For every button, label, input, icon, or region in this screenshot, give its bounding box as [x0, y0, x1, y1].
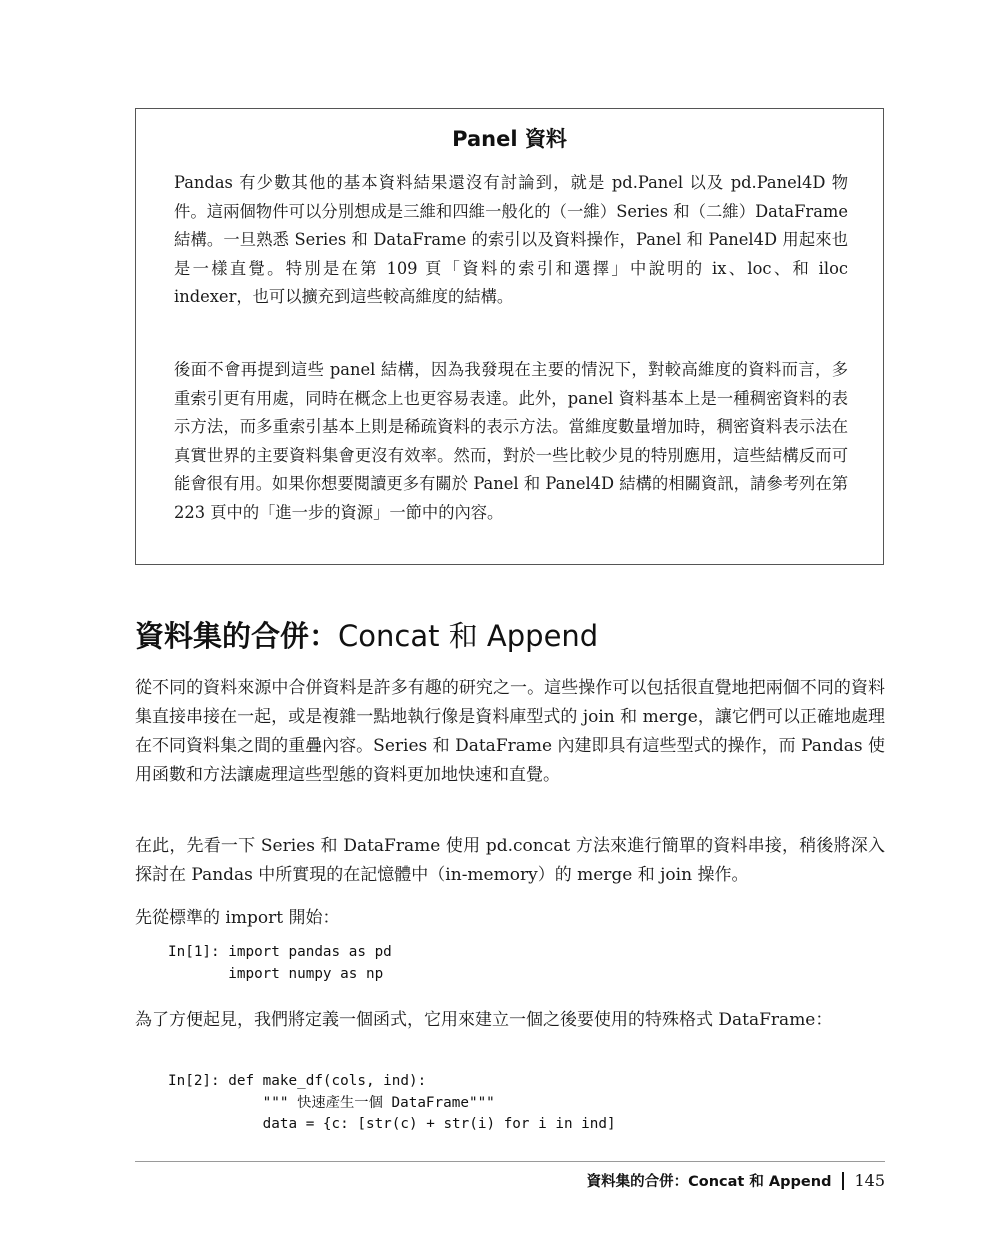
page-number: 145 [854, 1171, 885, 1190]
code-block-import: In[1]: import pandas as pd import numpy as np [168, 944, 392, 982]
panel-sidebar-box [135, 108, 884, 565]
code-block-make-df: In[2]: def make_df(cols, ind): """ 快速產生一個 DataFrame""" data = {c: [str(c) + str(i) for i in ind] [168, 1073, 616, 1132]
sidebar-title: Panel 資料 [452, 127, 567, 151]
body-paragraph: 先從標準的 import 開始： [135, 908, 340, 928]
sidebar-paragraph: Pandas 有少數其他的基本資料結果還沒有討論到，就是 pd.Panel 以及 pd.Panel4D 物件。這兩個物件可以分別想成是三維和四維一般化的（一維）Series 和（二維）DataFrame 結構。一旦熟悉 Series 和 DataFrame 的索引以及資料操作，Panel 和 Panel4D 用起來也是一樣直覺。特別是在第 109 頁「資料的索引和選擇」中說明的 ix、loc、和 iloc indexer，也可以擴充到這些較高維度的結構。 [174, 173, 848, 306]
footer-separator [842, 1172, 844, 1190]
body-paragraph: 在此，先看一下 Series 和 DataFrame 使用 pd.concat 方法來進行簡單的資料串接，稍後將深入探討在 Pandas 中所實現的在記憶體中（in-memory）的 merge 和 join 操作。 [135, 836, 885, 885]
section-heading-cjk: 資料集的合併： [135, 619, 339, 653]
section-heading-latin: Concat 和 Append [338, 619, 599, 653]
body-paragraph: 從不同的資料來源中合併資料是許多有趣的研究之一。這些操作可以包括很直覺地把兩個不同的資料集直接串接在一起，或是複雜一點地執行像是資料庫型式的 join 和 merge，讓它們可以正確地處理在不同資料集之間的重疊內容。Series 和 DataFrame 內建即具有這些型式的操作，而 Pandas 使用函數和方法讓處理這些型態的資料更加地快速和直覺。 [135, 678, 885, 785]
footer-divider [135, 1161, 885, 1162]
section-heading [135, 614, 598, 655]
footer-running-title: 資料集的合併：Concat 和 Append [586, 1174, 832, 1190]
body-paragraph: 為了方便起見，我們將定義一個函式，它用來建立一個之後要使用的特殊格式 DataFrame： [135, 1010, 833, 1030]
page-footer [587, 1170, 885, 1191]
sidebar-paragraph: 後面不會再提到這些 panel 結構，因為我發現在主要的情況下，對較高維度的資料而言，多重索引更有用處，同時在概念上也更容易表達。此外，panel 資料基本上是一種稠密資料的表示方法，而多重索引基本上則是稀疏資料的表示方法。當維度數量增加時，稠密資料表示法在真實世界的主要資料集會更沒有效率。然而，對於一些比較少見的特別應用，這些結構反而可能會很有用。如果你想要閱讀更多有關於 Panel 和 Panel4D 結構的相關資訊，請參考列在第 223 頁中的「進一步的資源」一節中的內容。 [174, 360, 848, 522]
